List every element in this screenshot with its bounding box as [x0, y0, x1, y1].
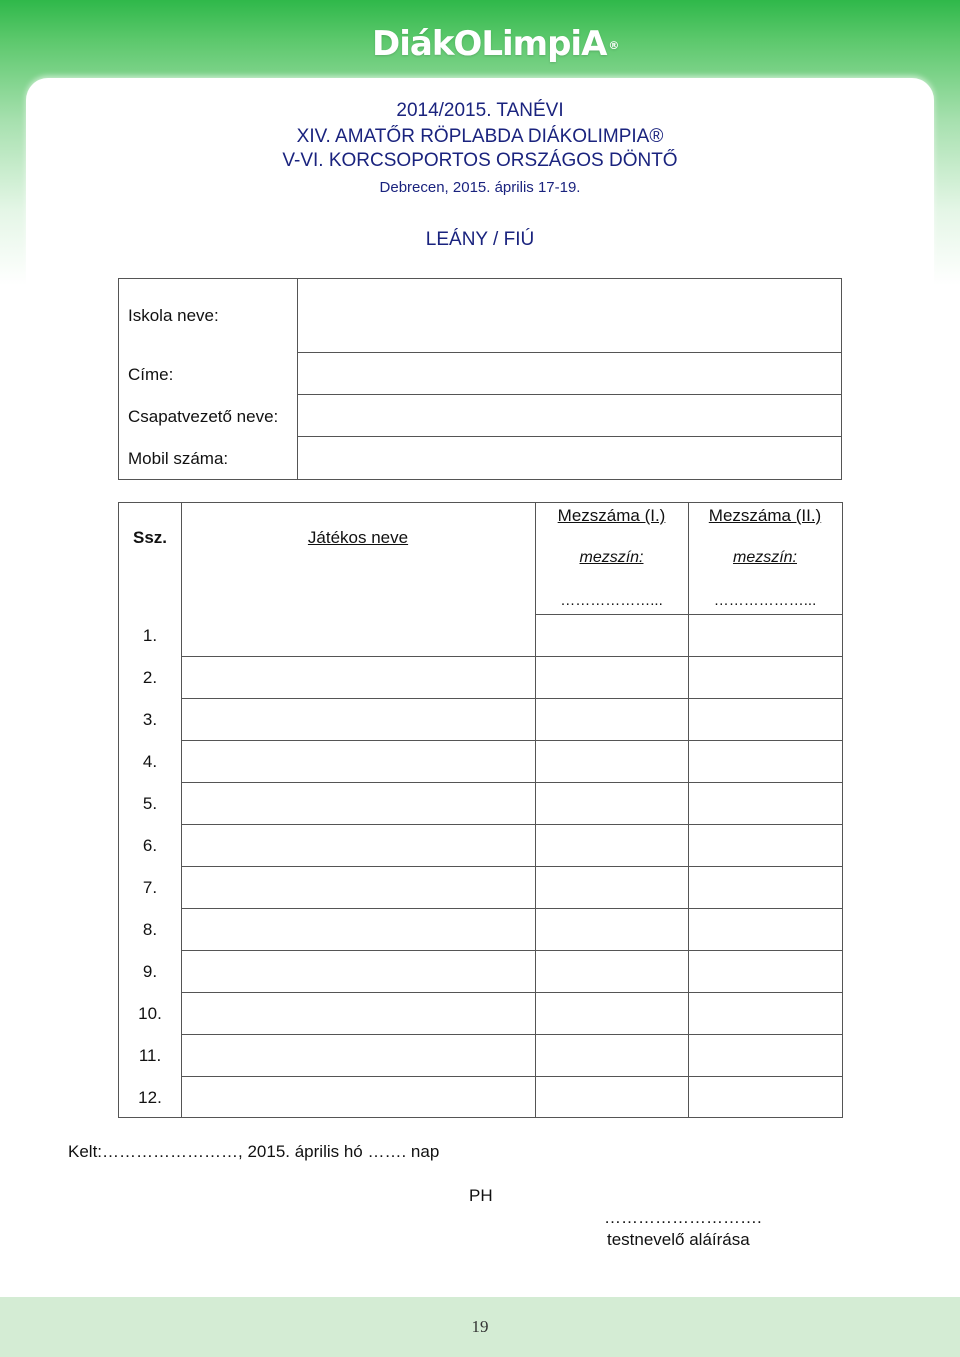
- row-number: 1.: [142, 626, 158, 645]
- school-info-table: [118, 278, 842, 480]
- info-row-line: [297, 436, 841, 437]
- roster-row-line: [181, 824, 842, 825]
- logo-text: DiákOLimpiA: [372, 24, 607, 64]
- info-row-line: [297, 352, 841, 353]
- info-divider: [297, 279, 298, 479]
- row-number: 3.: [142, 710, 158, 729]
- gender-title: LEÁNY / FIÚ: [425, 229, 535, 250]
- jersey-color-blank-1: ………………...: [560, 592, 663, 609]
- row-number: 2.: [142, 668, 158, 687]
- team-leader-label: Csapatvezető neve:: [128, 407, 279, 426]
- page-number: 19: [471, 1317, 489, 1336]
- row-number: 5.: [142, 794, 158, 813]
- signature-line: ……………………….: [604, 1208, 762, 1227]
- row-number: 6.: [142, 836, 158, 855]
- col-header-number: Ssz.: [132, 528, 168, 547]
- jersey-color-label-2: mezszín:: [732, 549, 797, 566]
- col-header-player-name: Játékos neve: [307, 528, 409, 547]
- row-number: 12.: [138, 1088, 162, 1107]
- row-number: 4.: [142, 752, 158, 771]
- info-row-line: [297, 394, 841, 395]
- roster-table: [118, 502, 843, 1118]
- category-title: V-VI. KORCSOPORTOS ORSZÁGOS DÖNTŐ: [282, 150, 678, 171]
- col-header-jersey-1: Mezszáma (I.): [557, 506, 666, 525]
- signature-label: testnevelő aláírása: [607, 1230, 750, 1249]
- school-name-label: Iskola neve:: [128, 306, 219, 325]
- roster-row-line: [181, 656, 842, 657]
- address-label: Címe:: [128, 365, 174, 384]
- roster-row-line: [535, 614, 842, 615]
- row-number: 8.: [142, 920, 158, 939]
- competition-title: XIV. AMATŐR RÖPLABDA DIÁKOLIMPIA®: [296, 126, 664, 147]
- place-date: Debrecen, 2015. április 17-19.: [379, 179, 581, 196]
- row-number: 9.: [142, 962, 158, 981]
- date-line: Kelt:……………………, 2015. április hó ……. nap: [68, 1142, 440, 1161]
- jersey-color-blank-2: ………………...: [713, 592, 817, 609]
- diakolimpia-logo: [372, 24, 619, 64]
- roster-row-line: [181, 782, 842, 783]
- phone-label: Mobil száma:: [128, 449, 229, 468]
- roster-row-line: [181, 698, 842, 699]
- roster-row-line: [181, 992, 842, 993]
- roster-row-line: [181, 866, 842, 867]
- roster-row-line: [181, 950, 842, 951]
- col-header-jersey-2: Mezszáma (II.): [708, 506, 822, 525]
- row-number: 11.: [138, 1046, 162, 1065]
- row-number: 7.: [142, 878, 158, 897]
- roster-row-line: [181, 1034, 842, 1035]
- roster-row-line: [181, 1076, 842, 1077]
- stamp-placeholder: PH: [469, 1186, 493, 1205]
- roster-row-line: [181, 908, 842, 909]
- jersey-color-label-1: mezszín:: [579, 549, 644, 566]
- roster-row-line: [181, 740, 842, 741]
- school-year: 2014/2015. TANÉVI: [396, 100, 564, 121]
- logo-registered-mark: ®: [608, 39, 619, 52]
- roster-col-line: [181, 503, 182, 1117]
- row-number: 10.: [138, 1004, 162, 1023]
